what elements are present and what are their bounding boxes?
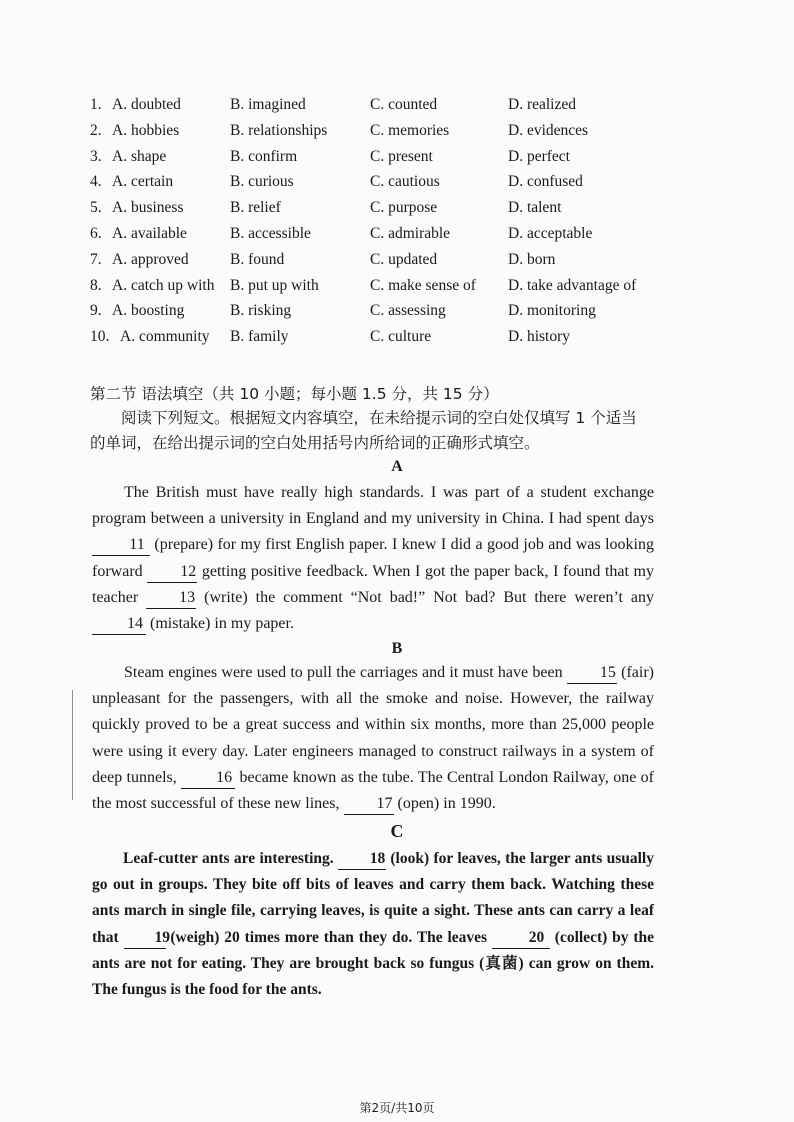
- option-a[interactable]: A. catch up with: [112, 276, 215, 294]
- option-b[interactable]: B. curious: [230, 173, 294, 191]
- option-b[interactable]: B. risking: [230, 302, 292, 320]
- question-number: 4.: [90, 173, 102, 191]
- option-c[interactable]: C. culture: [370, 328, 432, 346]
- question-number: 6.: [90, 224, 102, 242]
- option-a[interactable]: A. hobbies: [112, 121, 180, 139]
- blank-13[interactable]: 13: [146, 588, 196, 609]
- option-a[interactable]: A. doubted: [112, 96, 181, 113]
- option-b[interactable]: B. put up with: [230, 276, 319, 294]
- blank-11[interactable]: 11: [92, 535, 150, 556]
- option-d[interactable]: D. acceptable: [508, 224, 593, 242]
- option-a[interactable]: A. available: [112, 224, 187, 242]
- option-c[interactable]: C. admirable: [370, 224, 451, 242]
- blank-18[interactable]: 18: [338, 849, 386, 870]
- question-number: 5.: [90, 199, 102, 217]
- option-d[interactable]: D. realized: [508, 96, 576, 113]
- choice-table: [90, 96, 710, 354]
- question-number: 3.: [90, 147, 102, 165]
- passage-text: (collect) by the ants are not for eating. They are brought back so fungus (真菌) can grow on them. The fungus is the food for the ants.: [92, 928, 654, 999]
- option-a[interactable]: A. shape: [112, 147, 167, 165]
- question-number: 10.: [90, 328, 110, 346]
- passage-text: (fair) unpleasant for the passengers, with all the smoke and noise. However, the railway quickly proved to be a great success and within six months, more than 25,000 people were using it every day. Later engineers managed to construct railways in a system of deep tunnels,: [92, 664, 654, 786]
- option-c[interactable]: C. memories: [370, 121, 450, 139]
- passage-text: (prepare) for my first English paper. I knew I did a good job and was looking forward: [92, 536, 654, 580]
- option-d[interactable]: D. take advantage of: [508, 276, 637, 294]
- blank-16[interactable]: 16: [181, 768, 235, 789]
- option-b[interactable]: B. accessible: [230, 224, 311, 242]
- passage-text: getting positive feedback. When I got the paper back, I found that my teacher: [92, 562, 654, 606]
- option-c[interactable]: C. present: [370, 147, 433, 165]
- choice-row: [90, 173, 710, 199]
- option-a[interactable]: A. certain: [112, 173, 174, 191]
- passage-a-label: A: [391, 458, 403, 475]
- passage-text: (open) in 1990.: [393, 795, 496, 813]
- passage-a: [92, 480, 654, 637]
- blank-20[interactable]: 20: [492, 928, 550, 949]
- choice-row: [90, 251, 710, 277]
- option-a[interactable]: A. business: [112, 199, 184, 217]
- option-a[interactable]: A. boosting: [112, 302, 185, 320]
- option-c[interactable]: C. cautious: [370, 173, 440, 191]
- option-c[interactable]: C. purpose: [370, 199, 438, 217]
- option-b[interactable]: B. relief: [230, 199, 281, 217]
- choice-row: [90, 225, 710, 251]
- passage-text: (weigh) 20 times more than they do. The leaves: [165, 928, 492, 946]
- page-footer: 第2页/共10页: [359, 1101, 435, 1115]
- option-d[interactable]: D. born: [508, 250, 556, 268]
- option-b[interactable]: B. relationships: [230, 121, 328, 139]
- choice-row: [90, 277, 710, 303]
- question-number: 2.: [90, 121, 102, 139]
- question-number: 7.: [90, 250, 102, 268]
- passage-b: [92, 660, 654, 817]
- blank-17[interactable]: 17: [344, 794, 394, 815]
- blank-19[interactable]: 19: [124, 928, 166, 949]
- option-d[interactable]: D. monitoring: [508, 302, 596, 320]
- passage-text: (mistake) in my paper.: [146, 615, 294, 633]
- blank-12[interactable]: 12: [147, 562, 197, 583]
- passage-c: [92, 846, 654, 1003]
- choice-row: [90, 96, 710, 122]
- option-a[interactable]: A. community: [120, 328, 210, 346]
- passage-text: Leaf-cutter ants are interesting.: [123, 850, 338, 867]
- option-d[interactable]: D. confused: [508, 173, 583, 191]
- option-d[interactable]: D. history: [508, 328, 570, 346]
- option-d[interactable]: D. perfect: [508, 147, 570, 165]
- passage-text: (look) for leaves, the larger ants usually go out in groups. They bite off bits of leaves and carry them back. Watching these ants march in single file, carrying leaves, is quite a sight. These ants can carry a leaf that: [92, 850, 654, 946]
- option-a[interactable]: A. approved: [112, 250, 189, 268]
- option-c[interactable]: C. updated: [370, 250, 438, 268]
- option-c[interactable]: C. make sense of: [370, 276, 476, 294]
- question-number: 1.: [90, 96, 102, 113]
- option-d[interactable]: D. talent: [508, 199, 562, 217]
- option-b[interactable]: B. imagined: [230, 96, 306, 113]
- blank-14[interactable]: 14: [92, 614, 146, 635]
- scan-margin-line: [72, 690, 73, 800]
- choice-row: [90, 122, 710, 148]
- option-b[interactable]: B. family: [230, 328, 289, 346]
- option-b[interactable]: B. found: [230, 250, 285, 268]
- passage-text: (write) the comment “Not bad!” Not bad? But there weren’t any: [196, 588, 655, 606]
- blank-15[interactable]: 15: [567, 663, 617, 684]
- passage-text: Steam engines were used to pull the carriages and it must have been: [124, 664, 567, 681]
- choice-row: [90, 148, 710, 174]
- passage-c-label: C: [390, 821, 404, 841]
- option-d[interactable]: D. evidences: [508, 121, 589, 139]
- question-number: 9.: [90, 302, 102, 320]
- passage-text: became known as the tube. The Central London Railway, one of the most successful of these new lines,: [92, 768, 655, 813]
- question-number: 8.: [90, 276, 102, 294]
- choice-row: [90, 302, 710, 328]
- option-b[interactable]: B. confirm: [230, 147, 298, 165]
- choice-row: [90, 328, 710, 354]
- option-c[interactable]: C. assessing: [370, 302, 446, 320]
- option-c[interactable]: C. counted: [370, 96, 438, 113]
- section-instruction: 阅读下列短文。根据短文内容填空，在未给提示词的空白处仅填写 1 个适当的单词，在给出提示词的空白处用括号内所给词的正确形式填空。: [90, 409, 637, 452]
- choice-row: [90, 199, 710, 225]
- section-title: 第二节 语法填空（共 10 小题；每小题 1.5 分，共 15 分）: [90, 385, 499, 403]
- passage-b-label: B: [391, 640, 403, 657]
- passage-text: The British must have really high standards. I was part of a student exchange program between a university in England and my university in China. I had spent days: [92, 484, 654, 528]
